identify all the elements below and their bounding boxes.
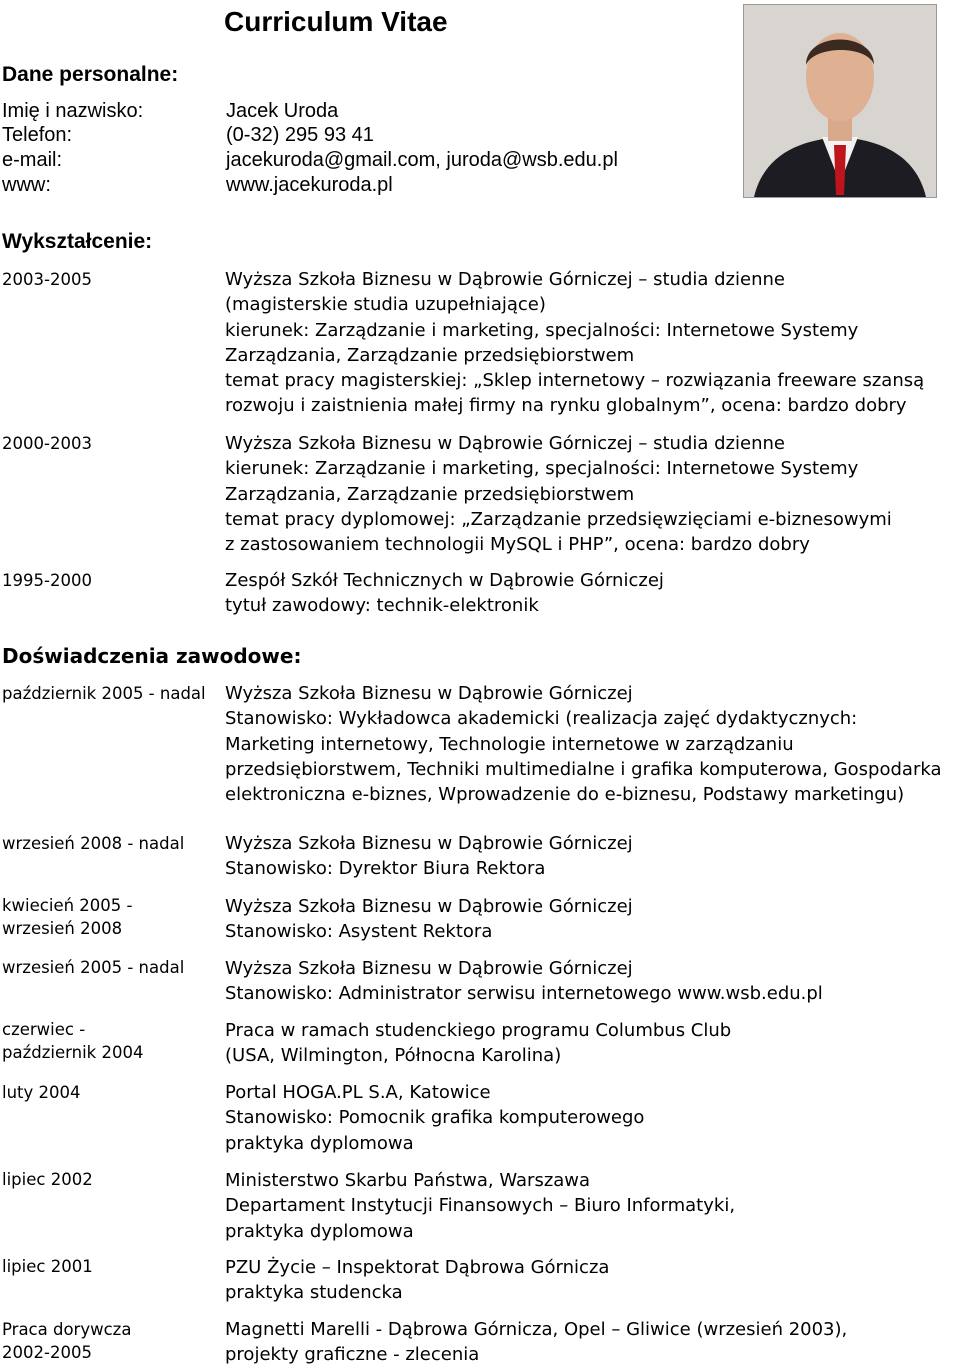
entry-line: Wyższa Szkoła Biznesu w Dąbrowie Górniczej – studia dzienne — [225, 269, 785, 290]
experience-entry — [225, 1018, 731, 1069]
entry-line: elektroniczna e-biznes, Wprowadzenie do e-biznesu, Podstawy marketingu) — [225, 784, 905, 806]
entry-line: Ministerstwo Skarbu Państwa, Warszawa — [225, 1170, 591, 1191]
experience-entry — [225, 1317, 847, 1368]
experience-date: lipiec 2001 — [2, 1257, 93, 1276]
phone-value: (0-32) 295 93 41 — [226, 124, 374, 146]
profile-photo — [743, 4, 937, 198]
entry-line: Stanowisko: Dyrektor Biura Rektora — [225, 858, 546, 880]
entry-line: kierunek: Zarządzanie i marketing, specjalności: Internetowe Systemy — [225, 319, 859, 341]
entry-line: Wyższa Szkoła Biznesu w Dąbrowie Górniczej — [225, 896, 633, 917]
education-date: 1995-2000 — [2, 571, 92, 590]
entry-line: (USA, Wilmington, Północna Karolina) — [225, 1045, 562, 1067]
entry-line: Departament Instytucji Finansowych – Biuro Informatyki, — [225, 1195, 736, 1217]
experience-entry — [225, 1255, 609, 1306]
entry-line: Zarządzania, Zarządzanie przedsiębiorstwem — [225, 483, 635, 505]
personal-heading: Dane personalne: — [2, 63, 179, 86]
email-label: e-mail: — [2, 149, 63, 171]
experience-date: Praca dorywcza 2002-2005 — [2, 1320, 132, 1362]
phone-label: Telefon: — [2, 124, 73, 146]
experience-date: wrzesień 2008 - nadal — [2, 834, 185, 853]
entry-line: temat pracy magisterskiej: „Sklep internetowy – rozwiązania freeware szansą — [225, 370, 925, 392]
entry-line: praktyka dyplomowa — [225, 1220, 414, 1242]
entry-line: Magnetti Marelli - Dąbrowa Górnicza, Opel – Gliwice (wrzesień 2003), — [225, 1319, 848, 1340]
entry-line: temat pracy dyplomowej: „Zarządzanie przedsięwzięciami e-biznesowymi — [225, 508, 892, 530]
entry-line: Stanowisko: Asystent Rektora — [225, 921, 493, 943]
email-value: jacekuroda@gmail.com, juroda@wsb.edu.pl — [226, 149, 618, 171]
entry-line: Stanowisko: Administrator serwisu internetowego www.wsb.edu.pl — [225, 983, 823, 1005]
education-entry — [225, 568, 664, 619]
entry-line: rozwoju i zaistnienia małej firmy na rynku globalnym”, ocena: bardzo dobry — [225, 395, 907, 417]
entry-line: praktyka dyplomowa — [225, 1132, 414, 1154]
experience-date: czerwiec -październik 2004 — [2, 1020, 144, 1062]
entry-line: (magisterskie studia uzupełniające) — [225, 294, 546, 316]
www-value: www.jacekuroda.pl — [226, 174, 393, 196]
entry-line: Wyższa Szkoła Biznesu w Dąbrowie Górniczej — [225, 683, 633, 704]
experience-entry — [225, 1080, 644, 1156]
entry-line: z zastosowaniem technologii MySQL i PHP”, ocena: bardzo dobry — [225, 534, 810, 556]
experience-date: lipiec 2002 — [2, 1170, 93, 1189]
document-title: Curriculum Vitae — [224, 6, 448, 37]
name-label: Imię i nazwisko: — [2, 100, 144, 122]
entry-line: praktyka studencka — [225, 1282, 403, 1304]
experience-entry — [225, 1168, 735, 1244]
education-entry — [225, 267, 924, 419]
entry-line: PZU Życie – Inspektorat Dąbrowa Górnicza — [225, 1257, 610, 1278]
name-value: Jacek Uroda — [226, 100, 339, 122]
entry-line: przedsiębiorstwem, Techniki multimedialne i grafika komputerowa, Gospodarka — [225, 758, 942, 780]
www-label: www: — [2, 174, 51, 196]
education-date: 2000-2003 — [2, 434, 92, 453]
entry-line: Portal HOGA.PL S.A, Katowice — [225, 1082, 491, 1103]
entry-line: Stanowisko: Wykładowca akademicki (realizacja zajęć dydaktycznych: — [225, 708, 858, 730]
entry-line: Praca w ramach studenckiego programu Columbus Club — [225, 1020, 732, 1041]
experience-date: kwiecień 2005 - wrzesień 2008 — [2, 896, 133, 938]
experience-entry — [225, 956, 823, 1007]
entry-line: Stanowisko: Pomocnik grafika komputerowego — [225, 1107, 645, 1129]
education-entry — [225, 431, 892, 557]
entry-line: projekty graficzne - zlecenia — [225, 1344, 480, 1366]
entry-line: Wyższa Szkoła Biznesu w Dąbrowie Górniczej — [225, 833, 633, 854]
entry-line: Zarządzania, Zarządzanie przedsiębiorstwem — [225, 344, 635, 366]
entry-line: tytuł zawodowy: technik-elektronik — [225, 595, 539, 617]
entry-line: Zespół Szkół Technicznych w Dąbrowie Górniczej — [225, 570, 664, 591]
entry-line: Wyższa Szkoła Biznesu w Dąbrowie Górniczej — [225, 958, 633, 979]
entry-line: kierunek: Zarządzanie i marketing, specjalności: Internetowe Systemy — [225, 458, 859, 480]
experience-entry — [225, 681, 941, 807]
experience-date: wrzesień 2005 - nadal — [2, 958, 185, 977]
entry-line: Marketing internetowy, Technologie internetowe w zarządzaniu — [225, 733, 794, 755]
education-heading: Wykształcenie: — [2, 230, 153, 253]
entry-line: Wyższa Szkoła Biznesu w Dąbrowie Górniczej – studia dzienne — [225, 433, 785, 454]
experience-date: luty 2004 — [2, 1083, 81, 1102]
experience-date: październik 2005 - nadal — [2, 684, 206, 703]
experience-entry — [225, 831, 633, 882]
experience-entry — [225, 894, 633, 945]
education-date: 2003-2005 — [2, 270, 92, 289]
experience-heading: Doświadczenia zawodowe: — [2, 644, 302, 668]
